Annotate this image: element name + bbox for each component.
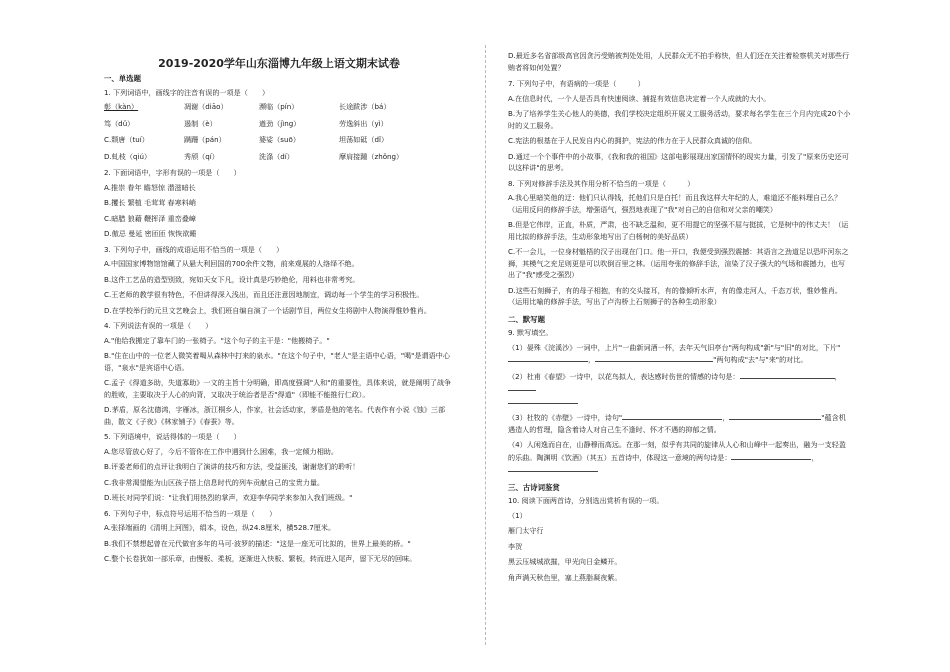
- q5-option-d: D.班长对同学们说："让我们用热烈的掌声，欢迎李华同学来参加入我们班级。": [104, 493, 353, 502]
- q1-item: D.虬枝（qiú）: [104, 151, 152, 161]
- q9-item-1-tail: "两句构成"去"与"来"的对比。: [713, 355, 808, 364]
- question-9-stem: 9. 默写填空。: [508, 328, 553, 337]
- q9-item-4: [508, 439, 852, 476]
- q9-item-4-comma: ，: [811, 452, 819, 462]
- q1-row-a: [104, 101, 454, 113]
- q7-option-a: A.在信息时代，一个人是否具有快速阅读、捕捉有效信息决定着一个人成就的大小。: [508, 93, 771, 103]
- q2-option-a: A.推崇 眷年 瞻怒惊 潜滋暗长: [104, 182, 196, 192]
- q9-item-1-comma: ，: [588, 355, 596, 364]
- q9-item-3-tail: "蕴含机遇造人的哲理，隐含着诗人对自己生不逢时、怀才不遇的抑郁之情。: [508, 413, 846, 434]
- q4-option-a: A."他给我搬定了靠车门的一张椅子。"这个句子的主干是："他搬椅子。": [104, 335, 330, 345]
- q8-option-c: C.不一会儿，一位身材魁梧的汉子出现在门口。他一开口，我便受到强烈震撼：其语言之劲道足以恐吓河东之狮，其模气之充足则更是可以吹倒百里之林。（运用夸张的修辞手法，渲染了汉子强大的气场和震撼力，也写出了"我"感受之强烈）: [508, 247, 849, 279]
- poem-title: 雁门太守行: [508, 526, 544, 535]
- q1-item: 凋谢（diāo）: [184, 102, 228, 111]
- q7-option-c: C.宪法的根基在于人民发自内心的拥护，宪法的伟力在于人民群众真诚的信仰。: [508, 136, 757, 145]
- q9-item-1-text: （1）晏殊《浣溪沙》一词中，上片"一曲新词酒一杯，去年天气旧亭台"两句构成"新"与"旧"的对比，下片": [508, 342, 841, 352]
- question-10-stem: 10. 阅读下面两首诗，分别选出赏析有误的一项。: [508, 496, 664, 505]
- section-dictation: 二、默写题: [508, 314, 545, 324]
- left-column: [104, 0, 454, 569]
- q5-option-b: B.评委老师们的点评让我明白了演讲的技巧和方法，受益匪浅，谢谢您们的聆听！: [104, 462, 360, 471]
- q3-option-d: D.在学校举行的元旦文艺晚会上，我们班自编自演了一个话剧节目，两位女生将剧中人物演得惟妙惟肖。: [104, 305, 431, 315]
- q5-option-a: A.您尽管放心好了，今后不管你在工作中遇到什么困难，我一定倾力相助。: [104, 446, 338, 456]
- q1-item: 濒临（pín）: [259, 102, 299, 111]
- q1-item: 洗涤（dí）: [259, 151, 294, 161]
- q1-row-c: [104, 134, 454, 146]
- question-5-stem: 5. 下列语境中，说话得体的一项是（ ）: [104, 432, 241, 441]
- q9-item-4-text: （4）人闲逸而自在，山静穆而高远。在那一刻，似乎有共同的旋律从人心和山峰中一起奏出，融为一支轻盈的乐曲。陶渊明《饮酒》（其五）五首诗中，体现这一意境的两句诗是：: [508, 440, 846, 462]
- section-poetry-appreciation: 三、古诗词鉴赏: [508, 482, 560, 492]
- question-2-stem: 2. 下面词语中，字形有误的一项是（ ）: [104, 168, 241, 177]
- q9-item-2: [508, 370, 852, 408]
- answer-blank[interactable]: [508, 395, 578, 404]
- q8-option-b: B.但是它伟岸，正直，朴质，严肃，也不缺乏温和，更不用提它的坚强不屈与挺拔，它是树中的伟丈夫！（运用比拟的修辞手法，生动形象地写出了白杨树的美好品质）: [508, 220, 849, 241]
- question-4-stem: 4. 下列说法有误的一项是（ ）: [104, 321, 213, 330]
- q1-item: 劳逸斜出（yì）: [339, 118, 388, 128]
- answer-blank[interactable]: [731, 451, 811, 460]
- poem-author: 李贺: [508, 541, 523, 551]
- q1-item: 遒劲（jìng）: [259, 118, 301, 128]
- q2-option-d: D.傲忌 曼延 密匝匝 恢恢欲睡: [104, 229, 197, 238]
- question-6-stem: 6. 下列句子中，标点符号运用不恰当的一项是（ ）: [104, 508, 277, 518]
- q1-item: 秀颀（qí）: [184, 151, 219, 161]
- right-column: [508, 48, 852, 587]
- q1-item: 笃（dǔ）: [104, 118, 135, 128]
- q1-item: 婆娑（suō）: [259, 135, 300, 144]
- q9-item-2-comma: ，: [834, 371, 842, 381]
- answer-blank[interactable]: [729, 411, 821, 420]
- q6-option-c: C.整个长卷犹如一部乐章，由慢板、柔板，逐渐进入快板、繁板，转而进入尾声，留下无尽的回味。: [104, 554, 417, 563]
- answer-blank[interactable]: [740, 370, 835, 379]
- q1-item: 蹒跚（pán）: [184, 135, 226, 144]
- q2-option-b: B.攫长 繁植 毛茸茸 春寒料峭: [104, 198, 196, 207]
- q4-option-d: D.茅盾，原名沈德鸿，字雁冰，浙江桐乡人，作家，社会活动家，茅盾是他的笔名。代表作有小说《蚀》三部曲，散文《子夜》《林家铺子》《春蚕》等。: [104, 405, 446, 426]
- q7-option-b: B.为了培养学生关心他人的美德，我们学校决定组织开展义工服务活动，要求每名学生在三个月内完成20个小时的义工服务。: [508, 109, 851, 130]
- q8-option-a: A.我心里暗笑他的迂：他们只认得钱，托他们只是白托！而且我这样大年纪的人，难道还不能料理自己么？（运用反问的修辞手法，增强语气，强烈地表现了"我"对自己的自信和对父亲的嘲笑）: [508, 193, 842, 214]
- q1-item: 长途跋涉（bá）: [339, 102, 391, 111]
- q9-item-1: [508, 342, 852, 366]
- question-3-stem: 3. 下列句子中，画线的成语运用不恰当的一项是（ ）: [104, 244, 284, 254]
- q1-item: 彰（kàn）: [104, 102, 139, 111]
- q6-option-a: A.张择端画的《清明上河图》，绢本，设色，纵24.8厘米，横528.7厘米。: [104, 523, 336, 532]
- q7-option-d: D.通过一个个事件中的小故事，《我和我的祖国》这部电影展现出家国情怀的现实力量，引发了"原来历史还可以这样讲"的思考。: [508, 151, 849, 172]
- answer-blank[interactable]: [595, 353, 713, 362]
- q10-part-number: （1）: [508, 510, 527, 520]
- q2-option-c: C.暗腊 狼藉 鞭挥泽 重峦叠嶂: [104, 213, 197, 223]
- q9-item-3-text: （3）杜牧的《赤壁》一诗中，诗句": [508, 413, 623, 422]
- question-7-stem: 7. 下列句子中，有语病的一项是（ ）: [508, 79, 645, 88]
- q1-item: 摩肩接踵（zhǒng）: [339, 151, 404, 161]
- exam-title: 2019-2020学年山东淄博九年级上语文期末试卷: [158, 57, 400, 70]
- answer-blank[interactable]: [508, 353, 588, 362]
- poem-line-1: 黑云压城城欲摧，甲光向日金鳞开。: [508, 557, 622, 566]
- section-single-choice: 一、单选题: [104, 74, 141, 83]
- q1-row-b: [104, 118, 454, 130]
- question-8-stem: 8. 下列对修辞手法及其作用分析不恰当的一项是（ ）: [508, 178, 695, 188]
- q9-item-3: [508, 411, 852, 435]
- q9-item-3-comma: ，: [722, 413, 730, 422]
- answer-blank[interactable]: [622, 411, 722, 420]
- q5-option-c: C.我非常渴望能为山区孩子搭上信息时代的列车贡献自己的宝贵力量。: [104, 477, 325, 487]
- q3-option-a: A.中国国家博物馆馆藏了从悬大利回国的700余件文物，前来观展的人络绎不绝。: [104, 259, 359, 268]
- q1-item: 坦荡如砥（dǐ）: [339, 135, 389, 144]
- answer-blank[interactable]: [508, 463, 598, 472]
- poem-line-2: 角声满天秋色里，塞上燕脂凝夜紫。: [508, 572, 622, 582]
- q6-option-b: B.我们不禁想起曾在元代做官多年的马可·波罗的描述："这是一座无可比拟的，世界上最美的桥。": [104, 538, 411, 548]
- q3-option-b: B.这件工艺品的造型别致，宛如天女下凡，设计真是巧妙绝伦，用料也非常考究。: [104, 274, 360, 284]
- q8-option-d: D.这些石刻狮子，有的母子相抱，有的交头接耳，有的像倾听水声，有的像走河人，千态万状，惟妙惟肖。（运用比喻的修辞手法，写出了卢沟桥上石刻狮子的各种生动形象）: [508, 285, 843, 306]
- q1-row-d: [104, 151, 454, 163]
- q4-option-c: C.孟子《得道多助，失道寡助》一文的主旨十分明确，即高度强调"人和"的重要性，具体来说，就是阐明了战争的胜败，主要取决于人心的向背，又取决于统治者是否"得道"（即能不能推行仁政）。: [104, 378, 452, 399]
- q6-option-d: D.最近多名省部级高官因贪污受贿被判处处用，人民群众无不拍手称快，但人们还在关注着检察机关对那些行贿者将如何处置？: [508, 51, 850, 72]
- column-divider: [485, 45, 486, 645]
- question-1-stem: 1. 下列词语中，画线字的注音有误的一项是（ ）: [104, 87, 270, 97]
- q4-option-b: B."住在山中的一位老人微笑着喝从森林中打来的泉水。"在这个句子中，"老人"是主语中心语，"喝"是谓语中心语，"泉水"是宾语中心语。: [104, 351, 450, 372]
- q3-option-c: C.王老师的教学很有特色，不但讲得深入浅出，而且还注意因地制宜，调动每一个学生的学习积极性。: [104, 290, 424, 299]
- q9-item-2-text: （2）杜甫《春望》一诗中，以花鸟拟人，表达感时伤世的情感的诗句是：: [508, 371, 740, 381]
- q1-item: 遏制（è）: [184, 118, 217, 128]
- q1-item: C.颓唐（tuí）: [104, 135, 149, 144]
- answer-blank[interactable]: [508, 382, 536, 391]
